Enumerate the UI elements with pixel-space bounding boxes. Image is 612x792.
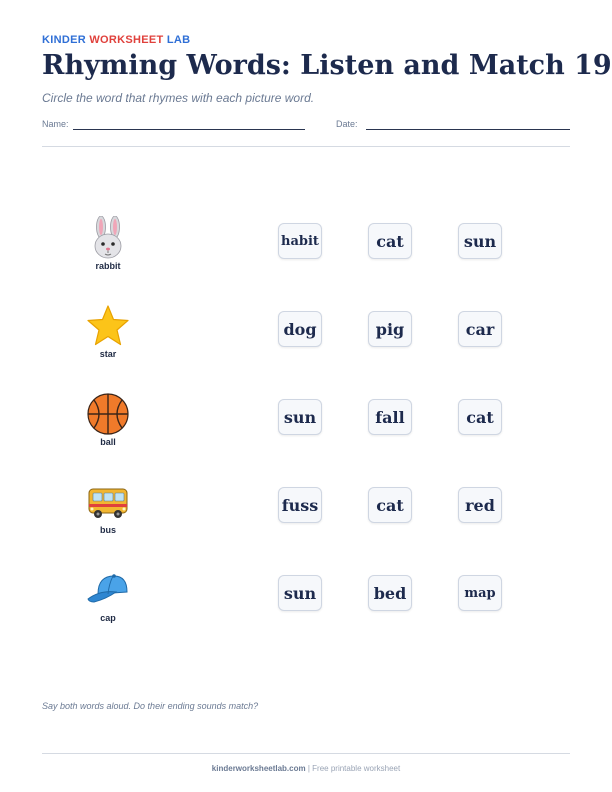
date-label: Date: xyxy=(336,119,358,129)
brand-part-kinder: KINDER xyxy=(42,34,86,46)
choice-fall[interactable]: fall xyxy=(368,399,412,435)
footer-separator: | xyxy=(307,764,310,773)
page-title: Rhyming Words: Listen and Match 19 xyxy=(42,50,612,81)
footer-divider xyxy=(42,753,570,754)
brand-part-worksheet: WORKSHEET xyxy=(89,34,164,46)
brand-part-lab: LAB xyxy=(166,34,191,46)
name-label: Name: xyxy=(42,119,69,129)
brand-logo xyxy=(42,34,190,46)
choice-habit[interactable]: habit xyxy=(278,223,322,259)
date-field[interactable] xyxy=(366,129,570,130)
choice-sun[interactable]: sun xyxy=(278,399,322,435)
footer-site[interactable]: kinderworksheetlab.com xyxy=(211,764,306,773)
picture-card xyxy=(78,480,138,535)
picture-label: star xyxy=(99,349,117,359)
footer xyxy=(0,764,612,773)
question-row-bus xyxy=(0,480,612,560)
choice-cat[interactable]: cat xyxy=(368,487,412,523)
picture-label: rabbit xyxy=(95,261,121,271)
rabbit-icon xyxy=(86,216,130,260)
instructions: Circle the word that rhymes with each picture word. xyxy=(42,91,315,105)
choice-map[interactable]: map xyxy=(458,575,502,611)
question-row-rabbit xyxy=(0,216,612,296)
basketball-icon xyxy=(86,392,130,436)
choice-sun[interactable]: sun xyxy=(458,223,502,259)
question-row-star xyxy=(0,304,612,384)
header-divider xyxy=(42,146,570,147)
name-field[interactable] xyxy=(73,129,305,130)
picture-card xyxy=(78,392,138,447)
hint-text: Say both words aloud. Do their ending sounds match? xyxy=(42,701,259,711)
bus-icon xyxy=(86,480,130,524)
footer-note: Free printable worksheet xyxy=(312,764,401,773)
cap-icon xyxy=(86,568,130,612)
picture-card xyxy=(78,304,138,359)
picture-card xyxy=(78,216,138,271)
picture-label: ball xyxy=(100,437,116,447)
choice-pig[interactable]: pig xyxy=(368,311,412,347)
star-icon xyxy=(86,304,130,348)
choice-car[interactable]: car xyxy=(458,311,502,347)
picture-label: bus xyxy=(99,525,116,535)
choice-dog[interactable]: dog xyxy=(278,311,322,347)
choice-sun[interactable]: sun xyxy=(278,575,322,611)
choice-cat[interactable]: cat xyxy=(368,223,412,259)
picture-card xyxy=(78,568,138,623)
question-row-ball xyxy=(0,392,612,472)
choice-cat[interactable]: cat xyxy=(458,399,502,435)
choice-fuss[interactable]: fuss xyxy=(278,487,322,523)
choice-red[interactable]: red xyxy=(458,487,502,523)
choice-bed[interactable]: bed xyxy=(368,575,412,611)
question-row-cap xyxy=(0,568,612,648)
picture-label: cap xyxy=(100,613,116,623)
